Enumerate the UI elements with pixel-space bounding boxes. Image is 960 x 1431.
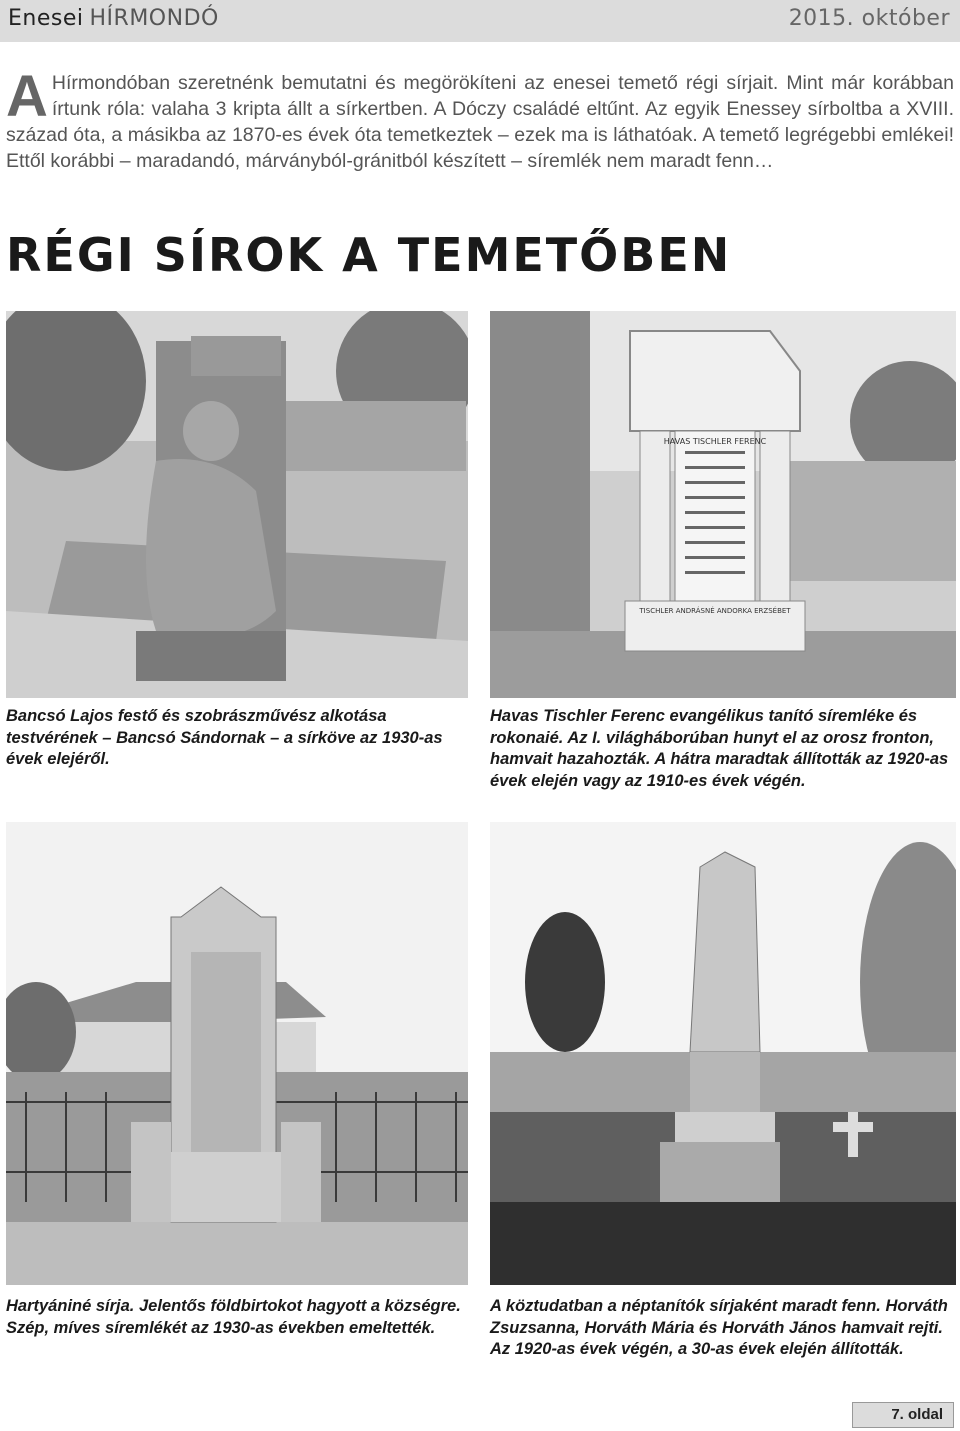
plaque-inscription: HAVAS TISCHLER FERENC: [663, 437, 767, 446]
base-inscription: TISCHLER ANDRÁSNÉ ANDORKA ERZSÉBET: [639, 607, 791, 615]
hartyanine-grave-illustration: [6, 822, 468, 1285]
publication-name: [8, 6, 219, 31]
photo-caption: Havas Tischler Ferenc evangélikus tanító síremléke és rokonaié. Az I. világháborúban hunyt el az orosz fronton, hamvait hazahozták. A hátra maradtak állították az 1920-as évek elején vagy az 1910-es évek végén.: [490, 707, 949, 790]
publication-name-accent: HÍRMONDÓ: [89, 6, 219, 31]
statue-grave-illustration: [6, 311, 468, 698]
teachers-grave-illustration: [490, 822, 956, 1285]
drop-cap: A: [6, 64, 48, 129]
photo-tischler-memorial: [490, 311, 956, 698]
issue-date: 2015. október: [788, 6, 950, 31]
photo-hartyanine-grave: [6, 822, 468, 1285]
photo-statue-grave: [6, 311, 468, 698]
photo-teachers-grave: [490, 822, 956, 1285]
page-number-box: [852, 1402, 954, 1428]
photo-caption: Bancsó Lajos festő és szobrászművész alkotása testvérének – Bancsó Sándornak – a sírköve az 1930-as évek elejéről.: [6, 707, 443, 768]
tischler-memorial-illustration: [490, 311, 956, 698]
publication-name-main: Enesei: [8, 6, 84, 31]
article-title: RÉGI SÍROK A TEMETŐBEN: [6, 228, 732, 282]
intro-paragraph: [6, 64, 954, 174]
page-number: 7. oldal: [891, 1406, 943, 1423]
page-header: [0, 0, 960, 42]
intro-text: Hírmondóban szeretnénk bemutatni és megörökíteni az enesei temető régi sírjait. Mint már korábban írtunk róla: valaha 3 kripta állt a sírkertben. A Dóczy családé eltűnt. Az egyik Enessey sírboltba a XVIII. század óta, a másikba az 1870-es évek óta temetkeztek – ezek ma is láthatóak. A temető legrégebbi emlékei! Ettől korábbi – maradandó, márványból-gránitból készített – síremlék nem maradt fenn…: [6, 72, 954, 172]
photo-caption: Hartyániné sírja. Jelentős földbirtokot hagyott a községre. Szép, míves síremlékét az 1930-as években emeltették.: [6, 1297, 461, 1337]
photo-caption: A köztudatban a néptanítók sírjaként maradt fenn. Horváth Zsuzsanna, Horváth Mária és Horváth János hamvait rejti. Az 1920-as évek végén, a 30-as évek elején állították.: [490, 1297, 948, 1358]
